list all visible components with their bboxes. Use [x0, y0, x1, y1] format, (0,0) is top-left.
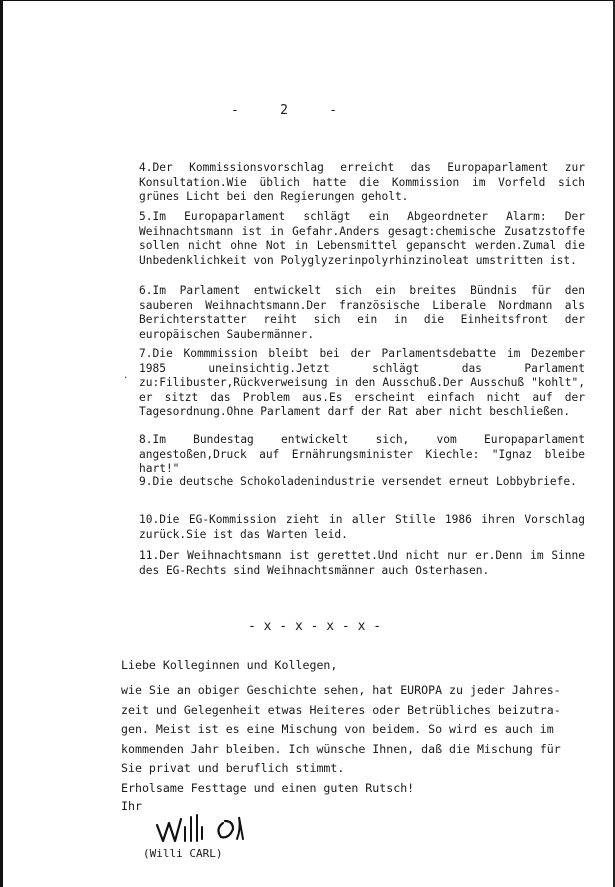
- letter-line: kommenden Jahr bleiben. Ich wünsche Ihnen, daß die Mischung für: [121, 741, 561, 756]
- signer-name: (Willi CARL): [143, 847, 223, 860]
- letter-line: wie Sie an obiger Geschichte sehen, hat EUROPA zu jeder Jahres-: [121, 683, 561, 697]
- list-item-text: 10.Die EG-Kommission zieht in aller Stille 1986 ihren Vorschlag zurück.Sie ist das Warten leid.: [139, 513, 585, 541]
- list-item-7: [139, 347, 585, 420]
- list-item-text: 11.Der Weihnachtsmann ist gerettet.Und nicht nur er.Denn im Sinne des EG-Rechts sind Weihnachtsmänner auch Osterhasen.: [139, 549, 585, 577]
- handwritten-signature: [153, 809, 273, 849]
- list-item-4: [139, 161, 585, 205]
- list-item-10: [139, 513, 585, 542]
- letter-line: Sie privat und beruflich stimmt.: [121, 761, 345, 775]
- list-item-text: 8.Im Bundestag entwickelt sich, vom Europaparlament angestoßen,Druck auf Ernährungsminister Kiechle: "Ignaz bleibe hart!": [139, 433, 585, 476]
- salutation-text: Liebe Kolleginnen und Kollegen,: [121, 658, 338, 672]
- list-item-text: 5.Im Europaparlament schlägt ein Abgeordneter Alarm: Der Weihnachtsmann ist in Gefahr.Anders gesagt:chemische Zusatzstoffe sollen nicht ohne Not in Lebensmittel gepanscht werden.Zumal die Unbedenklichkeit von Polyglyzerinpolyrhinzinoleat umstritten ist.: [139, 210, 585, 267]
- list-item-11: [139, 549, 585, 578]
- letter-line: gen. Meist ist es eine Mischung von beidem. So wird es auch im: [121, 722, 554, 736]
- sign-off-text: Ihr: [121, 798, 142, 813]
- letter-closing: [121, 779, 591, 813]
- letter-salutation: [121, 656, 591, 676]
- closing-text: Erholsame Festtage und einen guten Rutsch!: [121, 781, 415, 795]
- list-item-text: 6.Im Parlament entwickelt sich ein breites Bündnis für den sauberen Weihnachtsmann.Der französische Liberale Nordmann als Berichterstatter reiht sich ein in die Einheitsfront der europäischen Saubermänner.: [139, 284, 585, 341]
- list-item-8: [139, 433, 585, 477]
- list-item-9: [139, 475, 585, 490]
- section-separator: - x - x - x - x -: [248, 619, 382, 634]
- letter-line: zeit und Gelegenheit etwas Heiteres oder Betrübliches beizutra-: [121, 702, 561, 717]
- margin-mark: .: [123, 371, 129, 381]
- letter-body: [121, 681, 591, 779]
- list-item-text: 7.Die Kommmission bleibt bei der Parlamentsdebatte im Dezember 1985 uneinsichtig.Jetzt schlägt das Parlament zu:Filibuster,Rückverweisung in den Ausschuß.Der Ausschuß "kohlt", er sitzt das Problem aus.Es erscheint einfach nicht auf der Tagesordnung.Ohne Parlament darf der Rat aber nicht beschließen.: [139, 347, 585, 419]
- page-number: - 2 -: [231, 103, 340, 118]
- list-item-6: [139, 284, 585, 342]
- list-item-5: [139, 210, 585, 268]
- list-item-text: 9.Die deutsche Schokoladenindustrie versendet erneut Lobbybriefe.: [139, 475, 577, 488]
- list-item-text: 4.Der Kommissionsvorschlag erreicht das Europaparlament zur Konsultation.Wie üblich hatte die Kommission im Vorfeld sich grünes Licht bei den Regierungen geholt.: [139, 161, 585, 204]
